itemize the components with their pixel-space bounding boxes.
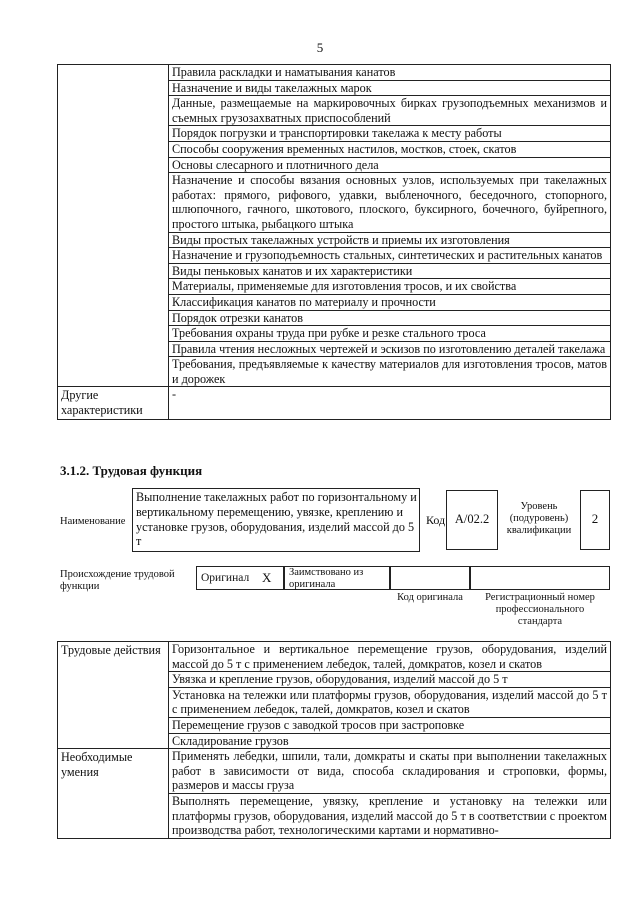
knowledge-table xyxy=(57,64,611,420)
other-characteristics-label: Другие характеристики xyxy=(58,387,169,419)
labor-action-row: Горизонтальное и вертикальное перемещение грузов, оборудования, изделий массой до 5 т с применением лебедок, талей, домкратов, козел и скатов xyxy=(169,642,611,672)
knowledge-row: Правила раскладки и наматывания канатов xyxy=(169,65,611,81)
function-table xyxy=(57,641,611,839)
origin-code-box xyxy=(390,566,470,590)
labor-action-row: Установка на тележки или платформы грузов, оборудования, изделий массой до 5 т с применением лебедок, талей, домкратов, козел и скатов xyxy=(169,687,611,717)
skill-row: Выполнять перемещение, увязку, крепление и установку на тележки или платформы грузов, оборудования, изделий массой до 5 т в соответствии с проектом производства работ, технологическими картами и нормативно- xyxy=(169,793,611,838)
level-value: 2 xyxy=(591,511,599,526)
knowledge-row: Требования, предъявляемые к качеству материалов для изготовления тросов, матов и дорожек xyxy=(169,357,611,387)
knowledge-row: Правила чтения несложных чертежей и эскизов по изготовлению деталей такелажа xyxy=(169,341,611,357)
other-characteristics-value: - xyxy=(169,387,611,419)
function-name-value: Выполнение такелажных работ по горизонтальному и вертикальному перемещению, увязке, креплению и установке грузов, оборудования, изделий массой до 5 т xyxy=(136,490,417,549)
code-original-caption: Код оригинала xyxy=(397,592,463,603)
origin-borrowed-label: Заимствовано из оригинала xyxy=(289,567,364,590)
origin-reg-box xyxy=(470,566,610,590)
knowledge-row: Материалы, применяемые для изготовления тросов, и их свойства xyxy=(169,279,611,295)
skill-row: Применять лебедки, шпили, тали, домкраты и скаты при выполнении такелажных работ в зависимости от вида, способа складирования и строповки, формы, размеров и массы груза xyxy=(169,749,611,794)
knowledge-row: Требования охраны труда при рубке и резке стального троса xyxy=(169,326,611,342)
knowledge-row: Порядок отрезки канатов xyxy=(169,310,611,326)
origin-original-label: Оригинал xyxy=(201,572,250,584)
knowledge-row: Назначение и грузоподъемность стальных, синтетических и растительных канатов xyxy=(169,248,611,264)
name-label: Наименование xyxy=(60,516,126,527)
required-skills-label: Необходимые умения xyxy=(58,749,169,839)
knowledge-row: Классификация канатов по материалу и прочности xyxy=(169,294,611,310)
code-label: Код xyxy=(426,513,446,527)
code-value: А/02.2 xyxy=(454,512,490,526)
labor-actions-label: Трудовые действия xyxy=(58,642,169,749)
knowledge-row: Основы слесарного и плотничного дела xyxy=(169,157,611,173)
knowledge-row: Назначение и виды такелажных марок xyxy=(169,80,611,96)
knowledge-row: Назначение и способы вязания основных узлов, используемых при такелажных работах: прямого, рифового, удавки, выбленочного, беседочного, стопорного, шлюпочного, гачного, шкотового, плоского, буксирного, бочечного, буйрепного, простого штыка, рыбацкого штыка xyxy=(169,173,611,232)
knowledge-label-cell xyxy=(58,65,169,387)
reg-number-caption: Регистрационный номер профессионального стандарта xyxy=(485,592,595,627)
knowledge-row: Виды пеньковых канатов и их характеристики xyxy=(169,263,611,279)
labor-action-row: Увязка и крепление грузов, оборудования, изделий массой до 5 т xyxy=(169,672,611,688)
level-label: Уровень (подуровень) квалификации xyxy=(506,501,572,536)
section-title: 3.1.2. Трудовая функция xyxy=(60,463,203,478)
labor-action-row: Складирование грузов xyxy=(169,733,611,749)
knowledge-row: Данные, размещаемые на маркировочных бирках грузоподъемных механизмов и съемных грузозахватных приспособлений xyxy=(169,96,611,126)
knowledge-row: Порядок погрузки и транспортировки такелажа к месту работы xyxy=(169,126,611,142)
origin-label: Происхождение трудовой функции xyxy=(60,569,175,592)
labor-action-row: Перемещение грузов с заводкой тросов при застроповке xyxy=(169,717,611,733)
knowledge-row: Способы сооружения временных настилов, мостков, стоек, скатов xyxy=(169,141,611,157)
page-number: 5 xyxy=(316,40,324,55)
knowledge-row: Виды простых такелажных устройств и приемы их изготовления xyxy=(169,232,611,248)
origin-original-mark: Х xyxy=(262,570,272,585)
